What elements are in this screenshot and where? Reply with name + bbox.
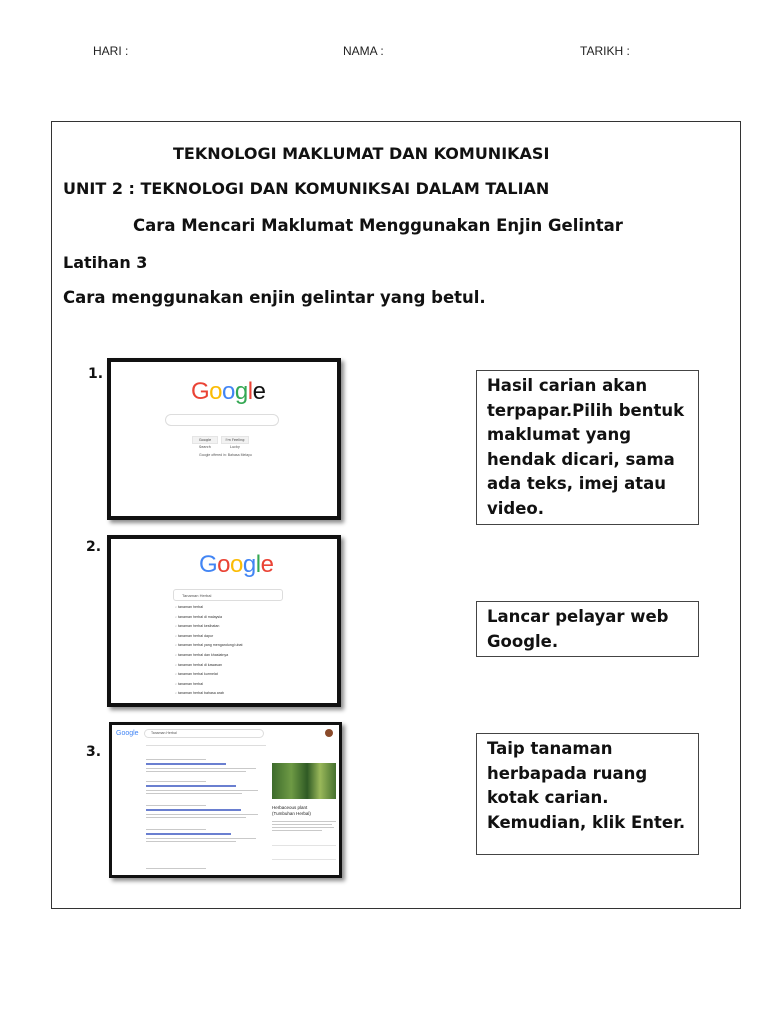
screenshot-google-suggestions	[107, 535, 341, 707]
step-number-2: 2.	[86, 539, 102, 555]
result-url	[146, 805, 206, 806]
result-url	[146, 829, 206, 830]
search-query: Tanaman Herbal	[151, 731, 177, 735]
suggestion-item[interactable]: ⌕ tanaman herbal di malaysia	[175, 615, 222, 623]
screenshot-google-results	[109, 722, 342, 878]
suggestion-item[interactable]: ⌕ tanaman herbal yang mengandungi ubat	[175, 643, 243, 651]
nama-label: NAMA :	[343, 44, 384, 58]
result-url	[146, 759, 206, 760]
answer-box-2: Lancar pelayar web Google.	[476, 601, 699, 657]
answer-box-1: Hasil carian akan terpapar.Pilih bentuk maklumat yang hendak dicari, sama ada teks, imej atau video.	[476, 370, 699, 525]
worksheet-title: TEKNOLOGI MAKLUMAT DAN KOMUNIKASI	[173, 144, 550, 163]
result-snippet	[146, 817, 246, 818]
search-query: Tanaman Herbal	[182, 593, 212, 598]
result-snippet	[146, 838, 256, 839]
knowledge-panel-text	[272, 827, 334, 828]
search-box[interactable]	[173, 589, 283, 601]
suggestion-item[interactable]: ⌕ tanaman herbal kurmelat	[175, 672, 218, 680]
feeling-lucky-button[interactable]: I'm Feeling Lucky	[221, 436, 249, 444]
knowledge-panel-divider	[272, 859, 336, 860]
knowledge-panel-text	[272, 824, 332, 825]
unit-title: UNIT 2 : TEKNOLOGI DAN KOMUNIKSAI DALAM TALIAN	[63, 179, 550, 198]
suggestion-item[interactable]: ⌕ tanaman herbal kesihatan	[175, 624, 219, 632]
search-box[interactable]	[165, 414, 279, 426]
knowledge-panel-images	[272, 763, 336, 799]
result-url	[146, 868, 206, 869]
screenshot-google-home	[107, 358, 341, 520]
suggestion-item[interactable]: ⌕ tanaman herbal dapur	[175, 634, 213, 642]
google-logo: Google	[199, 551, 274, 578]
answer-box-3: Taip tanaman herbapada ruang kotak carian. Kemudian, klik Enter.	[476, 733, 699, 855]
google-logo-small: Google	[116, 730, 139, 737]
result-snippet	[146, 768, 256, 769]
result-snippet	[146, 793, 242, 794]
result-title[interactable]	[146, 763, 226, 765]
result-snippet	[146, 814, 258, 815]
knowledge-panel-text	[272, 821, 336, 822]
step-number-3: 3.	[86, 744, 102, 760]
instruction-text: Cara menggunakan enjin gelintar yang betul.	[63, 288, 486, 307]
tabs-row	[146, 745, 266, 746]
knowledge-panel-subtitle: (Tumbuhan Herbal)	[272, 811, 311, 816]
suggestion-item[interactable]: ⌕ tanaman herbal bahasa arab	[175, 691, 224, 699]
worksheet-frame	[51, 121, 741, 909]
suggestion-item[interactable]: ⌕ tanaman herbal	[175, 605, 203, 613]
google-logo: Google	[191, 378, 266, 405]
suggestion-item[interactable]: ⌕ tanaman herbal dan khasiatnya	[175, 653, 228, 661]
result-snippet	[146, 841, 236, 842]
hari-label: HARI :	[93, 44, 129, 58]
step-number-1: 1.	[88, 366, 104, 382]
suggestion-item[interactable]: ⌕ tanaman herbal di kawasan	[175, 663, 222, 671]
knowledge-panel-text	[272, 830, 322, 831]
result-title[interactable]	[146, 809, 241, 811]
google-search-button[interactable]: Google Search	[192, 436, 218, 444]
result-snippet	[146, 771, 246, 772]
knowledge-panel-divider	[272, 845, 336, 846]
offered-in-text: Google offered in: Bahasa Melayu	[199, 453, 252, 457]
tarikh-label: TARIKH :	[580, 44, 630, 58]
result-title[interactable]	[146, 833, 231, 835]
search-box[interactable]	[144, 729, 264, 738]
knowledge-panel-title: Herbaceous plant	[272, 805, 308, 810]
exercise-label: Latihan 3	[63, 253, 148, 272]
result-snippet	[146, 790, 258, 791]
avatar[interactable]	[325, 729, 333, 737]
suggestion-item[interactable]: ⌕ tanaman herbal	[175, 682, 203, 690]
result-url	[146, 781, 206, 782]
result-title[interactable]	[146, 785, 236, 787]
worksheet-subtitle: Cara Mencari Maklumat Menggunakan Enjin Gelintar	[133, 216, 623, 235]
